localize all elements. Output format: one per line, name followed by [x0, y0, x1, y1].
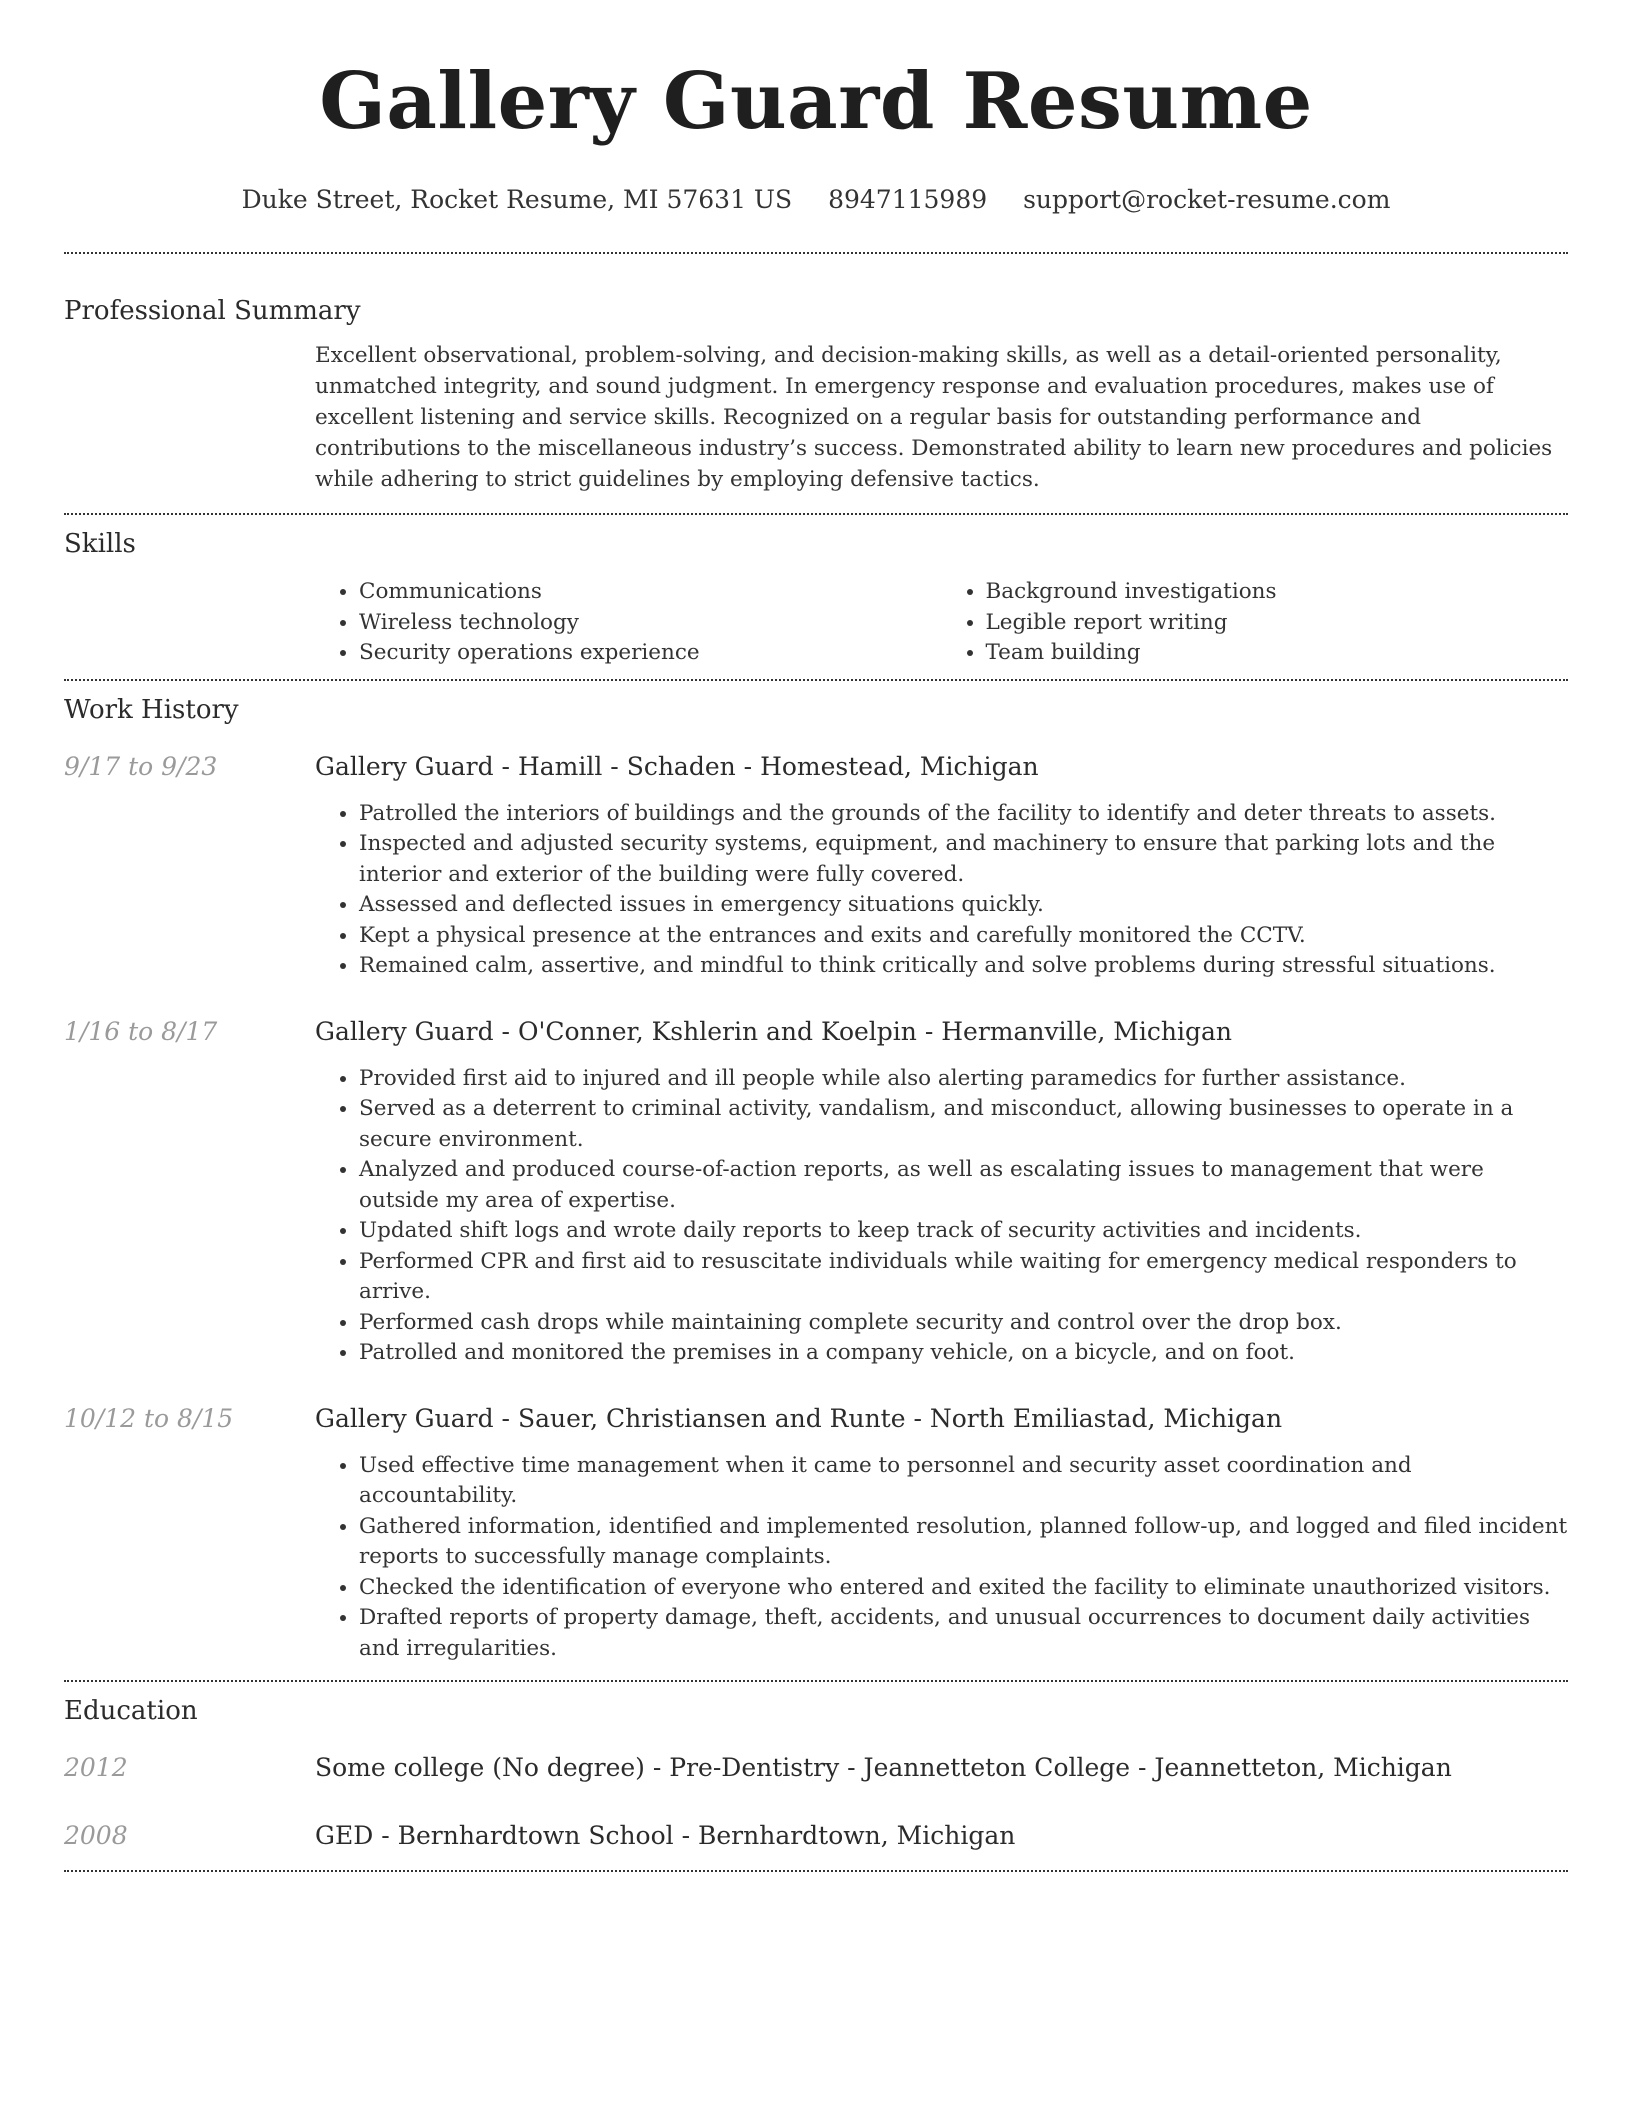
job-bullet: • Analyzed and produced course-of-action reports, as well as escalating issues to management that were outside my area of expertise.	[359, 1155, 1568, 1216]
job-bullet: • Performed cash drops while maintaining complete security and control over the drop box.	[359, 1308, 1568, 1339]
job-bullet: • Checked the identification of everyone who entered and exited the facility to eliminate unauthorized visitors.	[359, 1573, 1568, 1604]
education-entry	[64, 1752, 1568, 1784]
header-divider	[64, 252, 1568, 254]
job-bullets	[315, 799, 1568, 982]
job-title: Gallery Guard - Hamill - Schaden - Homestead, Michigan	[315, 751, 1039, 781]
job-title: Gallery Guard - O'Conner, Kshlerin and Koelpin - Hermanville, Michigan	[315, 1016, 1232, 1046]
skills-section	[64, 527, 1568, 669]
education-entry	[64, 1820, 1568, 1852]
job-entry	[64, 751, 1568, 982]
job-bullet: • Remained calm, assertive, and mindful to think critically and solve problems during stressful situations.	[359, 951, 1568, 982]
contact-phone: 8947115989	[828, 185, 988, 214]
education-title-text: Some college (No degree) - Pre-Dentistry - Jeannetteton College - Jeannetteton, Michigan	[315, 1753, 1452, 1782]
work-title: Work History	[64, 694, 239, 725]
contact-line	[64, 184, 1568, 216]
summary-divider	[64, 513, 1568, 515]
job-bullets	[315, 1451, 1568, 1665]
job-bullet: • Performed CPR and first aid to resuscitate individuals while waiting for emergency medical responders to arrive.	[359, 1247, 1568, 1308]
job-bullet: • Patrolled the interiors of buildings and the grounds of the facility to identify and deter threats to assets.	[359, 799, 1568, 830]
summary-text: Excellent observational, problem-solving, and decision-making skills, as well as a detail-oriented personality, unmatched integrity, and sound judgment. In emergency response and evaluation procedures, makes use of excellent listening and service skills. Recognized on a regular basis for outstanding performance and contributions to the miscellaneous industry’s success. Demonstrated ability to learn new procedures and policies while adhering to strict guidelines by employing defensive tactics.	[315, 343, 1553, 492]
education-year: 2008	[64, 1821, 128, 1850]
education-title: Education	[64, 1696, 198, 1726]
job-bullet: • Gathered information, identified and implemented resolution, planned follow-up, and logged and filed incident reports to successfully manage complaints.	[359, 1512, 1568, 1573]
contact-email: support@rocket-resume.com	[1023, 185, 1391, 214]
skill-item: • Background investigations	[986, 577, 1569, 608]
job-title: Gallery Guard - Sauer, Christiansen and Runte - North Emiliastad, Michigan	[315, 1403, 1283, 1433]
skill-item: • Team building	[986, 638, 1569, 669]
education-title-text: GED - Bernhardtown School - Bernhardtown, Michigan	[315, 1821, 1016, 1850]
skills-divider	[64, 679, 1568, 681]
education-year: 2012	[64, 1753, 128, 1782]
work-section	[64, 693, 1568, 1665]
job-bullet: • Inspected and adjusted security systems, equipment, and machinery to ensure that parking lots and the interior and exterior of the building were fully covered.	[359, 829, 1568, 890]
job-bullet: • Served as a deterrent to criminal activity, vandalism, and misconduct, allowing businesses to operate in a secure environment.	[359, 1094, 1568, 1155]
job-bullet: • Assessed and deflected issues in emergency situations quickly.	[359, 890, 1568, 921]
skills-list-right	[942, 577, 1569, 669]
skill-item: • Security operations experience	[359, 638, 942, 669]
job-bullet: • Updated shift logs and wrote daily reports to keep track of security activities and incidents.	[359, 1216, 1568, 1247]
job-entry	[64, 1016, 1568, 1369]
job-bullet: • Kept a physical presence at the entrances and exits and carefully monitored the CCTV.	[359, 921, 1568, 952]
skills-title: Skills	[64, 529, 136, 559]
contact-address: Duke Street, Rocket Resume, MI 57631 US	[241, 185, 793, 214]
skill-item: • Communications	[359, 577, 942, 608]
job-bullets	[315, 1064, 1568, 1369]
job-bullet: • Used effective time management when it came to personnel and security asset coordination and accountability.	[359, 1451, 1568, 1512]
education-divider	[64, 1870, 1568, 1872]
skills-list-left	[315, 577, 942, 669]
skill-item: • Wireless technology	[359, 608, 942, 639]
job-bullet: • Patrolled and monitored the premises in a company vehicle, on a bicycle, and on foot.	[359, 1338, 1568, 1369]
job-entry	[64, 1403, 1568, 1665]
work-divider	[64, 1680, 1568, 1682]
job-dates: 1/16 to 8/17	[64, 1016, 218, 1046]
education-section	[64, 1694, 1568, 1852]
job-dates: 10/12 to 8/15	[64, 1403, 234, 1433]
skill-item: • Legible report writing	[986, 608, 1569, 639]
summary-section	[64, 294, 1568, 495]
job-dates: 9/17 to 9/23	[64, 751, 218, 781]
job-bullet: • Drafted reports of property damage, theft, accidents, and unusual occurrences to document daily activities and irregularities.	[359, 1603, 1568, 1664]
job-bullet: • Provided first aid to injured and ill people while also alerting paramedics for further assistance.	[359, 1064, 1568, 1095]
summary-title: Professional Summary	[64, 296, 361, 326]
resume-name: Gallery Guard Resume	[319, 56, 1313, 147]
